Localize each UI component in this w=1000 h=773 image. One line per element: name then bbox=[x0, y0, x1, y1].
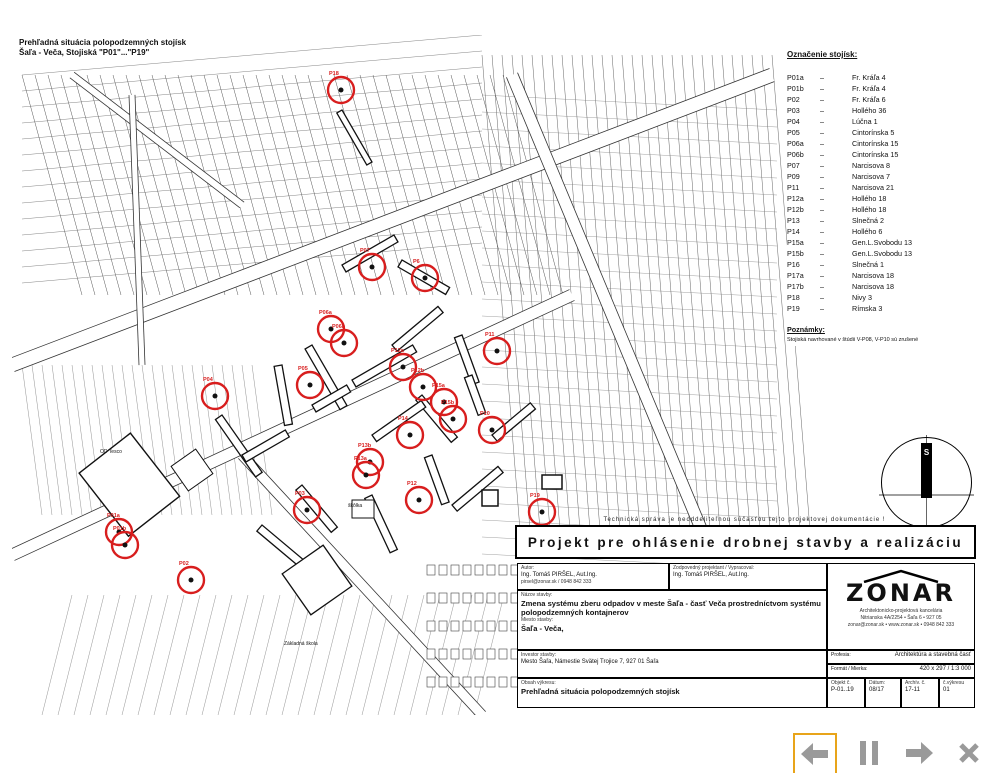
legend-address: Lúčna 1 bbox=[852, 117, 878, 126]
legend-row bbox=[787, 248, 977, 259]
house bbox=[427, 593, 435, 603]
content: Prehľadná situácia polopodzemných stojísk bbox=[521, 687, 680, 696]
parcel-line bbox=[52, 365, 72, 515]
archive-label: Archív. č. bbox=[905, 680, 926, 686]
stand-point bbox=[213, 394, 218, 399]
stand-point bbox=[370, 265, 375, 270]
parcel-line bbox=[482, 503, 777, 518]
stand-label: P05 bbox=[298, 366, 308, 372]
parcel-line bbox=[22, 115, 482, 155]
road-edge bbox=[70, 78, 240, 208]
parcel-line bbox=[182, 365, 202, 515]
stand-label: P02 bbox=[179, 561, 189, 567]
house bbox=[427, 621, 435, 631]
parcel-line bbox=[90, 595, 120, 715]
parcel-line bbox=[22, 365, 42, 515]
legend-address: Gen.L.Svobodu 13 bbox=[852, 238, 912, 247]
building-block bbox=[337, 110, 372, 165]
object-cell bbox=[827, 678, 865, 708]
house bbox=[439, 593, 447, 603]
legend-row bbox=[787, 237, 977, 248]
legend-row bbox=[787, 83, 977, 94]
format: 420 x 297 / 1:3 000 bbox=[919, 666, 971, 672]
legend-code: P07 bbox=[787, 161, 800, 170]
object-label: Objekt č. bbox=[831, 680, 851, 686]
legend-code: P05 bbox=[787, 128, 800, 137]
legend-address: Narcisova 7 bbox=[852, 172, 890, 181]
stand-point bbox=[540, 510, 545, 515]
parcel-line bbox=[562, 55, 602, 555]
stand-label: P13a bbox=[354, 456, 367, 462]
stand-point bbox=[364, 473, 369, 478]
legend-dash: – bbox=[820, 106, 824, 115]
parcel-line bbox=[282, 595, 312, 715]
legend-code: P09 bbox=[787, 172, 800, 181]
legend-code: P06b bbox=[787, 150, 804, 159]
parcel-line bbox=[702, 55, 742, 555]
map-document bbox=[12, 35, 984, 715]
note-text: Stojiská navrhované v štúdii V-P08, V-P10 sú zrušené bbox=[787, 337, 919, 343]
legend-dash: – bbox=[820, 172, 824, 181]
parcel-line bbox=[482, 197, 777, 212]
stand-label: P12b bbox=[411, 368, 425, 374]
legend-code: P17b bbox=[787, 282, 804, 291]
house bbox=[499, 621, 507, 631]
archive: 17-11 bbox=[905, 687, 920, 693]
stand-label: P19 bbox=[530, 493, 540, 499]
parcel-line bbox=[482, 231, 777, 246]
house bbox=[451, 621, 459, 631]
house bbox=[451, 593, 459, 603]
house bbox=[427, 649, 435, 659]
place: Šaľa - Veča, bbox=[521, 624, 564, 633]
legend-code: P15a bbox=[787, 238, 804, 247]
house bbox=[451, 565, 459, 575]
legend-row bbox=[787, 270, 977, 281]
legend-row bbox=[787, 72, 977, 83]
parcel-line bbox=[186, 595, 216, 715]
legend-dash: – bbox=[820, 282, 824, 291]
legend-code: P12a bbox=[787, 194, 804, 203]
building bbox=[542, 475, 562, 489]
house bbox=[439, 677, 447, 687]
map-label: škôlka bbox=[348, 503, 363, 509]
author-contact: pirsel@zonar.sk / 0948 842 333 bbox=[521, 579, 592, 585]
building-block bbox=[424, 455, 449, 505]
legend-dash: – bbox=[820, 271, 824, 280]
legend-address: Hollého 36 bbox=[852, 106, 887, 115]
arrow-left-icon bbox=[801, 743, 829, 765]
parcel-line bbox=[234, 595, 264, 715]
responsible: Ing. Tomáš PIRŠEL, Aut.Ing. bbox=[673, 572, 749, 578]
parcel-line bbox=[138, 595, 168, 715]
date-label: Dátum: bbox=[869, 680, 886, 686]
legend-code: P15b bbox=[787, 249, 804, 258]
legend-address: Narcisova 21 bbox=[852, 183, 894, 192]
house bbox=[487, 593, 495, 603]
legend-dash: – bbox=[820, 139, 824, 148]
legend-dash: – bbox=[820, 260, 824, 269]
legend-dash: – bbox=[820, 117, 824, 126]
building-block bbox=[492, 403, 535, 441]
building-block bbox=[392, 306, 443, 351]
stand-point bbox=[408, 433, 413, 438]
profession-cell bbox=[827, 650, 975, 664]
arrow-right-icon bbox=[905, 742, 933, 764]
stand-label: P11 bbox=[485, 332, 495, 338]
road-edge bbox=[246, 452, 486, 712]
house bbox=[475, 649, 483, 659]
parcel-line bbox=[202, 595, 232, 715]
title-block bbox=[517, 563, 977, 708]
parcel-line bbox=[218, 595, 248, 715]
parcel-line bbox=[106, 595, 136, 715]
stand-point bbox=[401, 365, 406, 370]
legend-dash: – bbox=[820, 150, 824, 159]
house bbox=[451, 649, 459, 659]
parcel-line bbox=[58, 595, 88, 715]
parcel-line bbox=[482, 282, 777, 297]
house bbox=[463, 677, 471, 687]
stand-point bbox=[339, 88, 344, 93]
format-label: Formát / Mierka: bbox=[831, 666, 868, 672]
parcel-line bbox=[314, 595, 344, 715]
previous-button[interactable] bbox=[793, 733, 837, 773]
legend-dash: – bbox=[820, 73, 824, 82]
parcel-line bbox=[346, 595, 376, 715]
parcel-line bbox=[399, 75, 459, 295]
company-web: zonar@zonar.sk • www.zonar.sk • 0948 842 333 bbox=[847, 622, 955, 628]
legend-code: P06a bbox=[787, 139, 804, 148]
legend-address: Fr. Kráľa 4 bbox=[852, 73, 886, 82]
legend-code: P16 bbox=[787, 260, 800, 269]
stand-label: P06a bbox=[319, 310, 332, 316]
date: 08/17 bbox=[869, 687, 885, 693]
map-title-line1: Prehľadná situácia polopodzemných stojísk bbox=[19, 38, 187, 47]
stand-label: P6 bbox=[413, 259, 420, 265]
stand-label: P13b bbox=[358, 443, 372, 449]
house bbox=[427, 677, 435, 687]
investor-label: Investor stavby: bbox=[521, 652, 557, 658]
map-label: OD Tesco bbox=[100, 449, 122, 455]
close-button[interactable] bbox=[947, 733, 991, 773]
house bbox=[451, 677, 459, 687]
house bbox=[499, 593, 507, 603]
legend-dash: – bbox=[820, 227, 824, 236]
parcel-line bbox=[250, 595, 280, 715]
stand-label: P15a bbox=[432, 383, 445, 389]
legend-row bbox=[787, 193, 977, 204]
legend-code: P04 bbox=[787, 117, 800, 126]
parcel-line bbox=[74, 595, 104, 715]
legend-row bbox=[787, 149, 977, 160]
house bbox=[499, 649, 507, 659]
stand-label: P03 bbox=[295, 491, 305, 497]
legend-address: Nivy 3 bbox=[852, 293, 872, 302]
house bbox=[499, 677, 507, 687]
stand-label: P15b bbox=[441, 400, 455, 406]
legend-rows bbox=[787, 72, 977, 314]
parcel-line bbox=[42, 365, 62, 515]
legend-address: Gen.L.Svobodu 13 bbox=[852, 249, 912, 258]
parcel-line bbox=[742, 55, 782, 555]
legend-code: P01b bbox=[787, 84, 804, 93]
stand-label: P12 bbox=[407, 481, 417, 487]
parcel-line bbox=[492, 55, 532, 555]
parcel-line bbox=[62, 365, 82, 515]
legend-row bbox=[787, 215, 977, 226]
parcel-line bbox=[482, 214, 777, 229]
stand-point bbox=[308, 383, 313, 388]
building bbox=[482, 490, 498, 506]
company-addr: Nitrianska 4A/2254 • Šaľa 6 • 927 05 bbox=[860, 615, 942, 621]
legend-address: Cintorínska 15 bbox=[852, 150, 899, 159]
format-cell bbox=[827, 664, 975, 678]
legend-row bbox=[787, 171, 977, 182]
legend-row bbox=[787, 204, 977, 215]
date-cell bbox=[865, 678, 901, 708]
north-arrow bbox=[879, 435, 974, 530]
map-title bbox=[19, 38, 186, 58]
stand-label: P18 bbox=[329, 71, 339, 77]
legend-row bbox=[787, 94, 977, 105]
house bbox=[487, 621, 495, 631]
parcel-line bbox=[482, 265, 777, 280]
legend-row bbox=[787, 116, 977, 127]
legend-dash: – bbox=[820, 194, 824, 203]
content-label: Obsah výkresu: bbox=[521, 680, 556, 686]
stand-point bbox=[421, 385, 426, 390]
stand-point bbox=[305, 508, 310, 513]
legend-row bbox=[787, 105, 977, 116]
legend-address: Slnečná 1 bbox=[852, 260, 884, 269]
stand-label: P04 bbox=[203, 377, 213, 383]
parcel-line bbox=[72, 365, 92, 515]
parcel-line bbox=[113, 75, 173, 295]
parcel-line bbox=[152, 75, 212, 295]
parcel-line bbox=[192, 365, 212, 515]
project-name-label: Názov stavby: bbox=[521, 592, 553, 598]
legend-code: P11 bbox=[787, 183, 800, 192]
north-label: S bbox=[923, 448, 930, 457]
note-title: Poznámky: bbox=[787, 325, 825, 334]
stand-label: P01a bbox=[107, 513, 120, 519]
parcel-line bbox=[732, 55, 772, 555]
legend-dash: – bbox=[820, 293, 824, 302]
pause-button[interactable] bbox=[847, 733, 891, 773]
project-heading: Projekt pre ohlásenie drobnej stavby a realizáciu bbox=[515, 525, 976, 559]
disclaimer: Technická správa je neoddeliteľnou súčasťou tejto projektovej dokumentácie ! bbox=[603, 517, 886, 523]
legend-dash: – bbox=[820, 249, 824, 258]
parcel-line bbox=[122, 595, 152, 715]
house bbox=[475, 593, 483, 603]
stand-label: P07 bbox=[360, 248, 370, 254]
author: Ing. Tomáš PIRŠEL, Aut.Ing. bbox=[521, 572, 597, 578]
stand-label: P12a bbox=[391, 348, 404, 354]
legend-dash: – bbox=[820, 205, 824, 214]
close-icon bbox=[958, 742, 980, 764]
parcel-line bbox=[154, 595, 184, 715]
legend-address: Rímska 3 bbox=[852, 304, 883, 313]
legend-row bbox=[787, 160, 977, 171]
house bbox=[439, 565, 447, 575]
legend-row bbox=[787, 281, 977, 292]
legend-address: Narcisova 18 bbox=[852, 282, 894, 291]
parcel-line bbox=[32, 365, 52, 515]
parcel-line bbox=[266, 595, 296, 715]
company-sub: Architektonicko-projektová kancelária bbox=[859, 608, 943, 614]
legend-address: Hollého 18 bbox=[852, 194, 887, 203]
legend-row bbox=[787, 226, 977, 237]
legend-row bbox=[787, 292, 977, 303]
legend-address: Hollého 18 bbox=[852, 205, 887, 214]
stand-point bbox=[495, 349, 500, 354]
next-button[interactable] bbox=[897, 733, 941, 773]
legend-address: Slnečná 2 bbox=[852, 216, 884, 225]
parcel-line bbox=[712, 55, 752, 555]
stand-label: P10 bbox=[480, 411, 490, 417]
stand-label: P06b bbox=[332, 324, 346, 330]
parcel-line bbox=[482, 452, 777, 467]
legend-code: P17a bbox=[787, 271, 804, 280]
parcel-line bbox=[22, 147, 482, 187]
legend-dash: – bbox=[820, 183, 824, 192]
company-word: ZONAR bbox=[846, 579, 956, 607]
house bbox=[463, 565, 471, 575]
parcel-line bbox=[752, 55, 792, 555]
parcel-line bbox=[22, 163, 482, 203]
house bbox=[439, 621, 447, 631]
archive-cell bbox=[901, 678, 939, 708]
parcel-line bbox=[139, 75, 199, 295]
road bbox=[72, 75, 242, 205]
stand-label: P01b bbox=[113, 526, 127, 532]
legend-code: P02 bbox=[787, 95, 800, 104]
stand-point bbox=[342, 341, 347, 346]
stand-label: P14 bbox=[398, 416, 408, 422]
parcel-line bbox=[22, 99, 482, 139]
project-name: Zmena systému zberu odpadov v meste Šaľa - časť Veča prostredníctvom systému polopodzemných kontajnerov bbox=[521, 599, 821, 617]
stand-point bbox=[417, 498, 422, 503]
parcel-line bbox=[170, 595, 200, 715]
road-edge bbox=[74, 72, 244, 202]
house bbox=[463, 593, 471, 603]
house bbox=[475, 565, 483, 575]
object: P-01..19 bbox=[831, 687, 854, 693]
legend-code: P13 bbox=[787, 216, 800, 225]
parcel-line bbox=[482, 486, 777, 501]
pause-icon bbox=[858, 741, 880, 765]
drawing-cell bbox=[939, 678, 975, 708]
parcel-line bbox=[682, 55, 722, 555]
legend-code: P12b bbox=[787, 205, 804, 214]
house bbox=[439, 649, 447, 659]
content-cell bbox=[517, 678, 827, 708]
house bbox=[427, 565, 435, 575]
stand-point bbox=[189, 578, 194, 583]
legend-dash: – bbox=[820, 84, 824, 93]
legend-dash: – bbox=[820, 161, 824, 170]
legend-address: Hollého 6 bbox=[852, 227, 883, 236]
house bbox=[487, 565, 495, 575]
company-logo-cell bbox=[827, 563, 975, 650]
project-name-cell bbox=[517, 590, 827, 650]
responsible-cell bbox=[669, 563, 827, 590]
author-label: Autor: bbox=[521, 565, 535, 571]
legend-dash: – bbox=[820, 128, 824, 137]
stand-point bbox=[451, 417, 456, 422]
stand-point bbox=[423, 276, 428, 281]
map-label: Základná škola bbox=[284, 641, 318, 647]
legend bbox=[787, 49, 977, 346]
investor: Mesto Šaľa, Námestie Svätej Trojice 7, 927 01 Šaľa bbox=[521, 659, 659, 665]
legend-row bbox=[787, 303, 977, 314]
investor-cell bbox=[517, 650, 827, 678]
legend-title: Označenie stojísk: bbox=[787, 50, 858, 59]
parcel-line bbox=[74, 75, 134, 295]
legend-dash: – bbox=[820, 238, 824, 247]
parcel-line bbox=[330, 595, 360, 715]
building-block bbox=[274, 365, 292, 425]
house bbox=[475, 677, 483, 687]
legend-code: P03 bbox=[787, 106, 800, 115]
legend-address: Fr. Kráľa 4 bbox=[852, 84, 886, 93]
author-cell bbox=[517, 563, 669, 590]
drawing: 01 bbox=[943, 687, 950, 693]
legend-address: Fr. Kráľa 6 bbox=[852, 95, 886, 104]
legend-row bbox=[787, 127, 977, 138]
profession-label: Profesia: bbox=[831, 652, 851, 658]
responsible-label: Zodpovedný projektant / Vypracoval: bbox=[673, 565, 754, 571]
legend-dash: – bbox=[820, 95, 824, 104]
legend-address: Cintorínska 15 bbox=[852, 139, 899, 148]
house bbox=[487, 677, 495, 687]
place-label: Miesto stavby: bbox=[521, 617, 553, 623]
legend-row bbox=[787, 182, 977, 193]
legend-address: Cintorínska 5 bbox=[852, 128, 895, 137]
legend-code: P18 bbox=[787, 293, 800, 302]
parcel-line bbox=[42, 595, 72, 715]
house bbox=[499, 565, 507, 575]
legend-dash: – bbox=[820, 304, 824, 313]
legend-address: Narcisova 18 bbox=[852, 271, 894, 280]
house bbox=[487, 649, 495, 659]
legend-code: P14 bbox=[787, 227, 800, 236]
legend-address: Narcisova 8 bbox=[852, 161, 890, 170]
house bbox=[475, 621, 483, 631]
stand-point bbox=[123, 543, 128, 548]
slideshow-controls bbox=[793, 733, 993, 773]
house bbox=[463, 621, 471, 631]
profession: Architektúra a stavebná časť bbox=[894, 652, 971, 658]
parcel-line bbox=[22, 75, 82, 295]
legend-code: P01a bbox=[787, 73, 804, 82]
legend-code: P19 bbox=[787, 304, 800, 313]
stand-point bbox=[490, 428, 495, 433]
parcel-line bbox=[722, 55, 762, 555]
map-title-line2: Šaľa - Veča, Stojiská "P01"..."P19" bbox=[19, 48, 150, 57]
legend-row bbox=[787, 259, 977, 270]
legend-dash: – bbox=[820, 216, 824, 225]
house bbox=[463, 649, 471, 659]
drawing-label: č.výkresu bbox=[943, 680, 965, 686]
legend-row bbox=[787, 138, 977, 149]
parcel-line bbox=[482, 418, 777, 433]
